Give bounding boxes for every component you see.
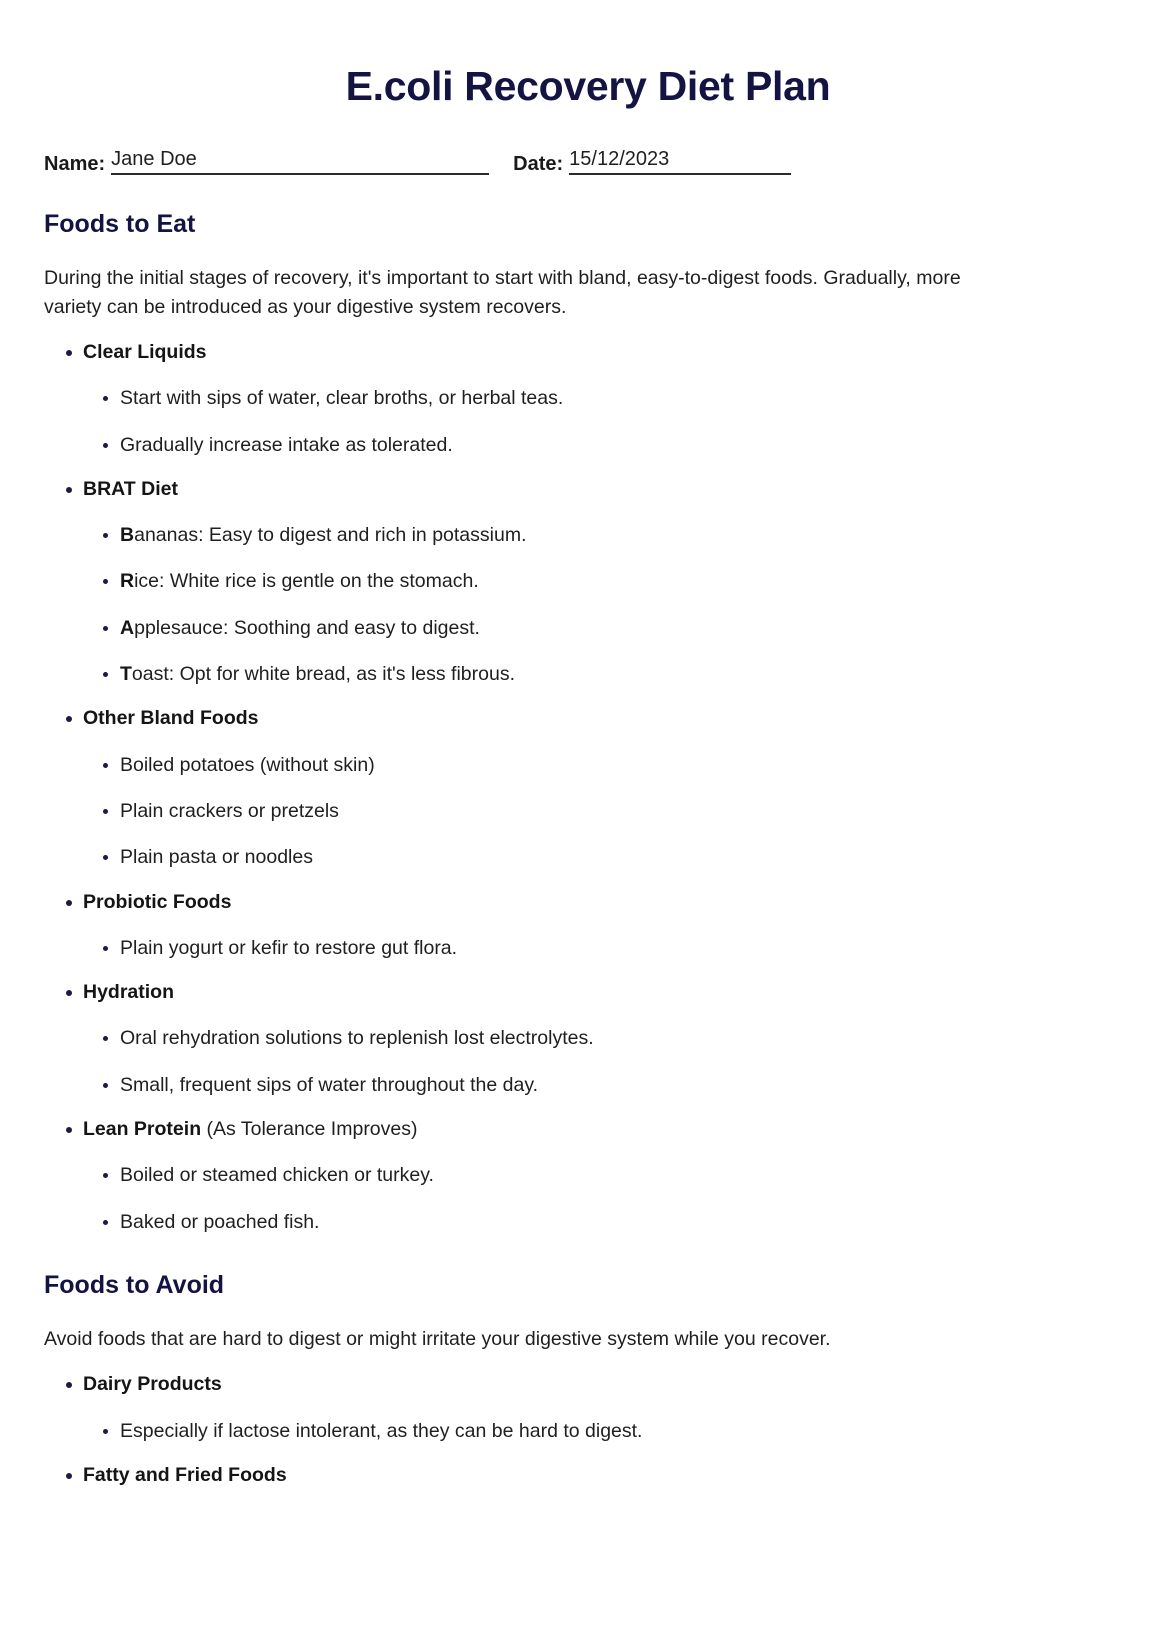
sub-item-text: Plain crackers or pretzels: [120, 799, 339, 822]
page-title: E.coli Recovery Diet Plan: [345, 63, 831, 109]
sub-list: [83, 385, 1132, 459]
list-item-label-suffix: (As Tolerance Improves): [201, 1118, 418, 1141]
sub-list: [83, 1418, 1132, 1445]
sub-item-lead: B: [120, 524, 135, 547]
sub-item-text: pplesauce: Soothing and easy to digest.: [134, 616, 480, 639]
list-item: [44, 339, 1132, 459]
list-item-label: Other Bland Foods: [83, 707, 259, 730]
sub-item-text: Plain yogurt or kefir to restore gut flora.: [120, 936, 458, 959]
sub-list: [83, 1025, 1132, 1099]
sub-item-text: oast: Opt for white bread, as it's less fibrous.: [131, 663, 515, 686]
list-item-label: Lean Protein: [83, 1118, 202, 1141]
sub-list-item: [83, 432, 1132, 459]
sub-item-text: Plain pasta or noodles: [120, 846, 313, 869]
sub-list-item: [83, 1072, 1132, 1099]
list-item-label: Probiotic Foods: [83, 890, 232, 913]
sub-item-text: Boiled potatoes (without skin): [120, 753, 375, 776]
food-list: [44, 339, 1132, 1236]
list-item: [44, 476, 1132, 688]
section-heading: Foods to Avoid: [44, 1270, 225, 1299]
section-foods-to-avoid: [44, 1270, 1132, 1489]
sub-list: [83, 1162, 1132, 1236]
section-intro: During the initial stages of recovery, it's important to start with bland, easy-to-digest foods. Gradually, more variety can be introduced as your digestive system recovers.: [44, 267, 961, 318]
list-item-label: Hydration: [83, 981, 175, 1004]
sub-list-item: [83, 522, 1132, 549]
sub-item-lead: R: [120, 570, 135, 593]
list-item: [44, 1371, 1132, 1445]
list-item: [44, 889, 1132, 963]
list-item-label: BRAT Diet: [83, 477, 178, 500]
name-label: Name:: [44, 153, 106, 176]
sub-list-item: [83, 1418, 1132, 1445]
sub-item-text: Especially if lactose intolerant, as they can be hard to digest.: [120, 1419, 643, 1442]
list-item: [44, 705, 1132, 871]
section-foods-to-eat: [44, 209, 1132, 1236]
sub-item-text: Baked or poached fish.: [120, 1210, 320, 1233]
sub-list-item: [83, 798, 1132, 825]
list-item-label: Fatty and Fried Foods: [83, 1464, 287, 1487]
sub-list: [83, 522, 1132, 688]
sub-item-lead: A: [120, 616, 135, 639]
sub-list-item: [83, 844, 1132, 871]
sub-item-text: Boiled or steamed chicken or turkey.: [120, 1164, 434, 1187]
list-item: [44, 1116, 1132, 1236]
list-item-label: Dairy Products: [83, 1373, 222, 1396]
sections-container: [44, 209, 1132, 1489]
date-label: Date:: [513, 153, 564, 176]
sub-list-item: [83, 568, 1132, 595]
section-intro: Avoid foods that are hard to digest or might irritate your digestive system while you recover.: [44, 1328, 831, 1351]
sub-item-text: Start with sips of water, clear broths, or herbal teas.: [120, 387, 564, 410]
list-item: [44, 979, 1132, 1099]
sub-item-lead: T: [120, 663, 132, 686]
list-item-label: Clear Liquids: [83, 340, 207, 363]
sub-list-item: [83, 752, 1132, 779]
sub-list-item: [83, 935, 1132, 962]
sub-item-text: Small, frequent sips of water throughout the day.: [120, 1073, 539, 1096]
date-field: [513, 147, 791, 175]
sub-list: [83, 935, 1132, 962]
name-input[interactable]: Jane Doe: [111, 147, 489, 175]
sub-item-text: Oral rehydration solutions to replenish lost electrolytes.: [120, 1027, 594, 1050]
sub-list-item: [83, 661, 1132, 688]
sub-list-item: [83, 1025, 1132, 1052]
sub-list-item: [83, 1209, 1132, 1236]
sub-item-text: ananas: Easy to digest and rich in potassium.: [134, 524, 527, 547]
list-item: [44, 1462, 1132, 1489]
sub-item-text: Gradually increase intake as tolerated.: [120, 433, 453, 456]
name-field: [44, 147, 489, 175]
sub-list-item: [83, 615, 1132, 642]
sub-list-item: [83, 1162, 1132, 1189]
sub-list-item: [83, 385, 1132, 412]
avoid-list: [44, 1371, 1132, 1489]
patient-meta-row: [44, 141, 1132, 175]
section-heading: Foods to Eat: [44, 210, 196, 239]
sub-item-text: ice: White rice is gentle on the stomach.: [134, 570, 479, 593]
date-input[interactable]: 15/12/2023: [569, 147, 791, 175]
sub-list: [83, 752, 1132, 872]
